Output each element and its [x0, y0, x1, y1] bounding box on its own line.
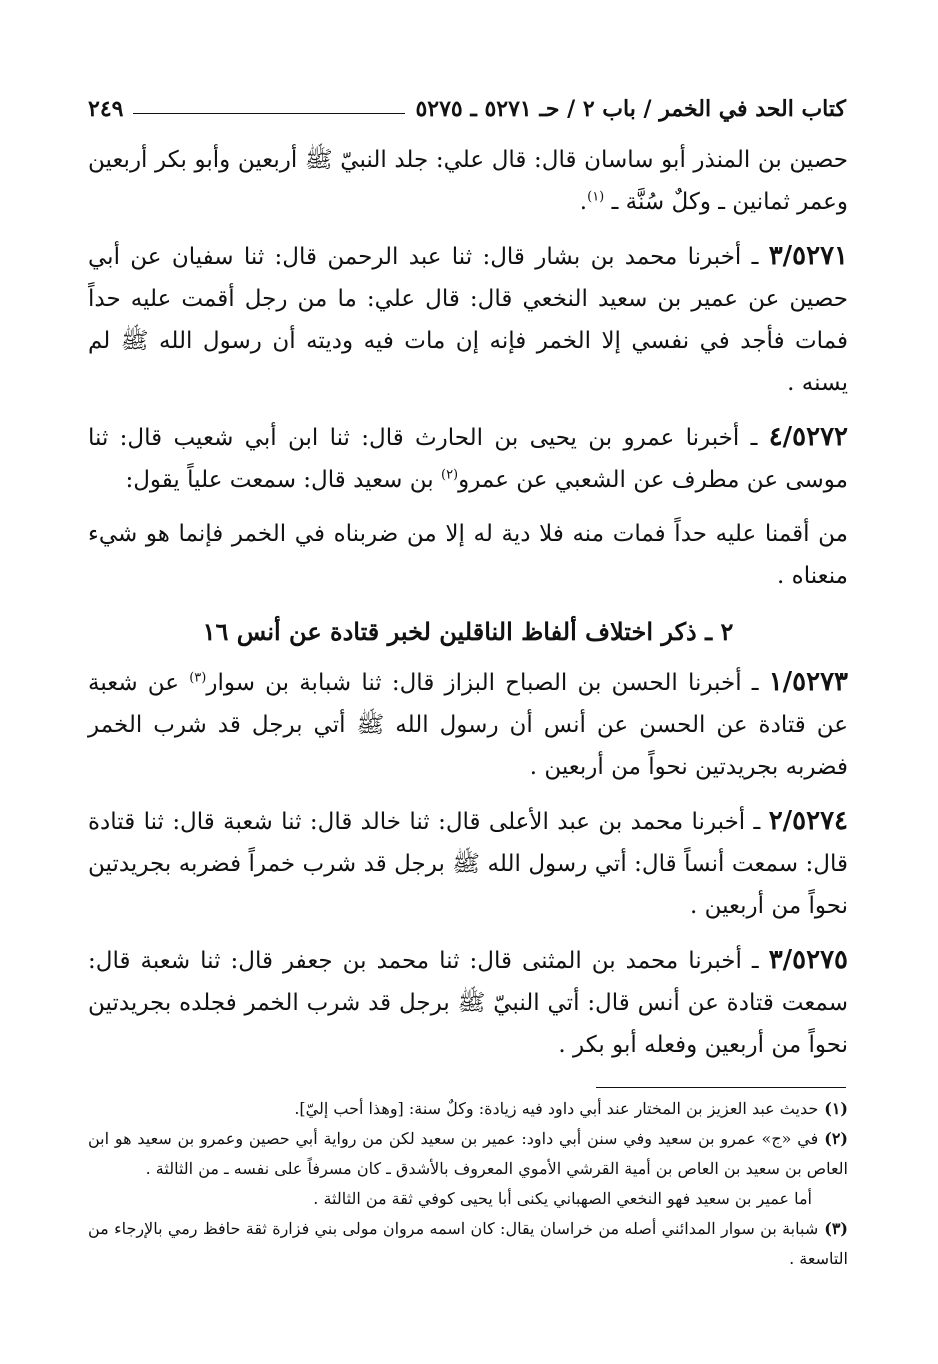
running-header: [88, 86, 846, 122]
footnote: [88, 1124, 848, 1184]
hadith-paragraph: [88, 800, 848, 927]
running-title: كتاب الحد في الخمر / باب ٢ / حـ ٥٢٧١ ـ ٥٢٧٥: [415, 96, 846, 122]
hadith-paragraph: [88, 416, 848, 501]
hadith-text: ـ أخبرنا محمد بن بشار قال: ثنا عبد الرحمن قال: ثنا سفيان عن أبي حصين عن عمير بن سعيد النخعي قال: قال علي: ما من رجل أقمت عليه حداً فمات فأجد في نفسي إلا الخمر فإنه إن مات فيه وديته أن رسول الله ﷺ لم يسنه .: [88, 244, 848, 396]
footnote-ref: (١): [587, 189, 605, 205]
hadith-text: ـ أخبرنا محمد بن المثنى قال: ثنا محمد بن جعفر قال: ثنا شعبة قال: سمعت قتادة عن أنس قال: أتي النبيّ ﷺ برجل قد شرب الخمر فجلده بجريدتين نحواً من أربعين وفعله أبو بكر .: [88, 948, 848, 1058]
footnote-number: (١): [824, 1099, 848, 1118]
footnote-number: (٢): [824, 1129, 848, 1148]
footnote: [88, 1214, 848, 1274]
hadith-text-tail: .: [579, 189, 588, 215]
hadith-text: حصين بن المنذر أبو ساسان قال: قال علي: جلد النبيّ ﷺ أربعين وأبو بكر أربعين وعمر ثمانين ـ وكلٌ سُنَّة ـ: [88, 147, 848, 215]
footnote-text: حديث عبد العزيز بن المختار عند أبي داود فيه زيادة: وكلٌ سنة: [وهذا أحب إليّ].: [294, 1099, 819, 1118]
hadith-text-tail: عن شعبة عن قتادة عن الحسن عن أنس أن رسول الله ﷺ أتي برجل قد شرب الخمر فضربه بجريدتين نحواً من أربعين .: [88, 670, 848, 780]
footnote-text: شبابة بن سوار المدائني أصله من خراسان يقال: كان اسمه مروان مولى بني فزارة ثقة حافظ رمي بالإرجاء من التاسعة .: [88, 1219, 848, 1268]
footnote-separator: [596, 1087, 846, 1088]
hadith-text: ـ أخبرنا محمد بن عبد الأعلى قال: ثنا خالد قال: ثنا شعبة قال: ثنا قتادة قال: سمعت أنساً قال: أتي رسول الله ﷺ برجل قد شرب خمراً فضربه بجريدتين نحواً من أربعين .: [88, 809, 848, 919]
footnote-ref: (٣): [189, 670, 207, 686]
page-number: ٢٤٩: [88, 96, 124, 122]
hadith-number: ٣/٥٢٧١: [768, 241, 849, 271]
hadith-text: ـ أخبرنا عمرو بن يحيى بن الحارث قال: ثنا ابن أبي شعيب قال: ثنا موسى عن مطرف عن الشعبي عن عمرو: [88, 425, 848, 493]
footnote-text: أما عمير بن سعيد فهو النخعي الصهباني يكنى أبا يحيى كوفي ثقة من الثالثة .: [313, 1189, 812, 1208]
hadith-text-tail: بن سعيد قال: سمعت علياً يقول:: [125, 467, 441, 493]
hadith-number: ٢/٥٢٧٤: [768, 806, 849, 836]
footnote-ref: (٢): [440, 467, 459, 483]
hadith-paragraph: [88, 939, 848, 1066]
hadith-paragraph: [88, 138, 848, 223]
footnote-continuation: [88, 1184, 848, 1214]
header-rule: [133, 113, 405, 114]
hadith-paragraph: [88, 235, 848, 404]
hadith-paragraph: [88, 661, 848, 788]
footnote-number: (٣): [824, 1219, 848, 1238]
section-heading: ٢ ـ ذكر اختلاف ألفاظ الناقلين لخبر قتادة عن أنس ١٦: [202, 617, 734, 646]
footnotes: [88, 1094, 848, 1274]
hadith-text: ـ أخبرنا الحسن بن الصباح البزاز قال: ثنا شبابة بن سوار: [206, 670, 759, 696]
quoted-text: من أقمنا عليه حداً فمات منه فلا دية له إلا من ضربناه في الخمر فإنما هو شيء منعناه .: [88, 521, 848, 589]
hadith-number: ٤/٥٢٧٢: [768, 422, 849, 452]
quoted-text-paragraph: [88, 513, 848, 597]
hadith-number: ١/٥٢٧٣: [768, 667, 849, 697]
main-text: [88, 138, 848, 1078]
footnote: [88, 1094, 848, 1124]
hadith-number: ٣/٥٢٧٥: [768, 945, 849, 975]
footnote-text: في «ج» عمرو بن سعيد وفي سنن أبي داود: عمير بن سعيد لكن من رواية أبي حصين وعمرو بن سعيد هو ابن العاص بن سعيد بن العاص بن أمية القرشي الأموي المعروف بالأشدق ـ كان مسرفاً على نفسه ـ من الثالثة .: [88, 1129, 848, 1178]
